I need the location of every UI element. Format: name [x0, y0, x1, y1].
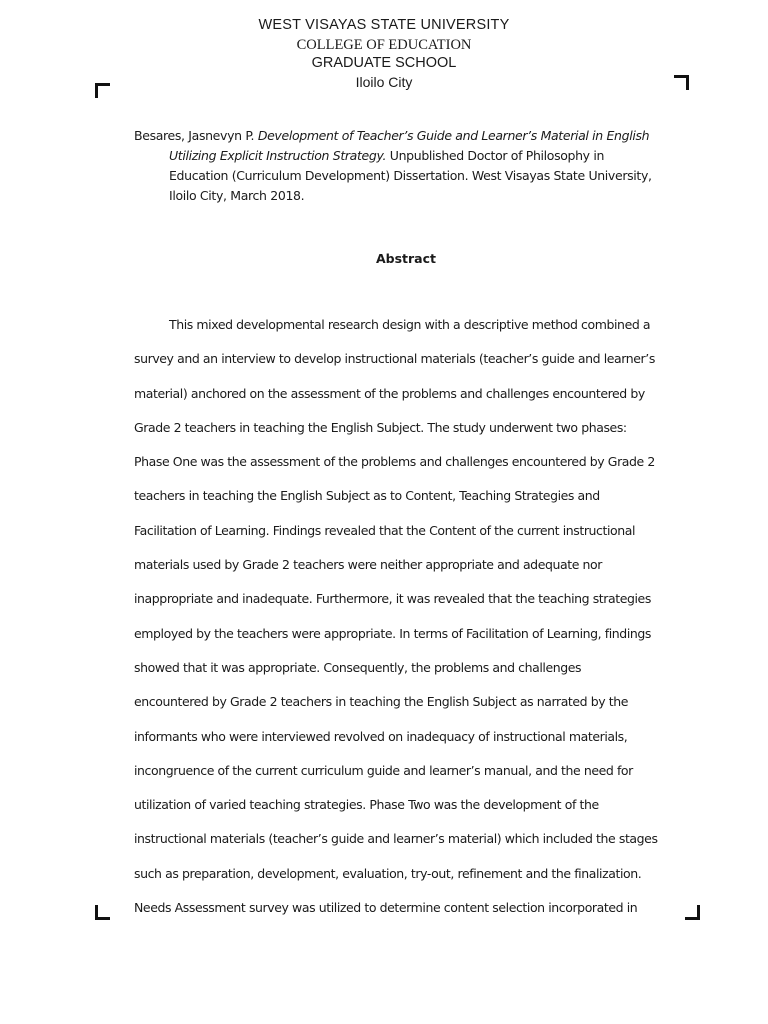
university-name: WEST VISAYAS STATE UNIVERSITY — [258, 17, 510, 33]
crop-mark-top-right-icon — [674, 75, 689, 90]
abstract-line: materials used by Grade 2 teachers were neither appropriate and adequate nor — [134, 557, 602, 573]
abstract-line: showed that it was appropriate. Consequently, the problems and challenges — [134, 659, 582, 675]
citation-title-part2: Utilizing Explicit Instruction Strategy. — [169, 148, 387, 163]
citation-line — [134, 126, 694, 146]
abstract-line: survey and an interview to develop instructional materials (teacher’s guide and learner’s — [134, 351, 655, 367]
college-name: COLLEGE OF EDUCATION — [296, 37, 472, 53]
abstract-line: Facilitation of Learning. Findings revealed that the Content of the current instructional — [134, 522, 636, 538]
abstract-line: encountered by Grade 2 teachers in teaching the English Subject as narrated by the — [134, 694, 629, 710]
citation — [134, 126, 694, 206]
city-name: Iloilo City — [355, 74, 413, 90]
school-name: GRADUATE SCHOOL — [311, 55, 457, 71]
crop-mark-top-left-icon — [95, 83, 110, 98]
abstract-line: employed by the teachers were appropriate. In terms of Facilitation of Learning, findings — [134, 625, 651, 641]
abstract-line: instructional materials (teacher’s guide and learner’s material) which included the stages — [134, 831, 658, 847]
abstract-line: Grade 2 teachers in teaching the English Subject. The study underwent two phases: — [134, 419, 627, 435]
abstract-line: such as preparation, development, evaluation, try-out, refinement and the finalization. — [134, 865, 642, 881]
abstract-line: utilization of varied teaching strategies. Phase Two was the development of the — [134, 797, 599, 813]
abstract-line: material) anchored on the assessment of the problems and challenges encountered by — [134, 385, 645, 401]
abstract-line: incongruence of the current curriculum guide and learner’s manual, and the need for — [134, 762, 633, 778]
abstract-line: This mixed developmental research design with a descriptive method combined a — [169, 317, 651, 332]
abstract-line: Phase One was the assessment of the problems and challenges encountered by Grade 2 — [134, 454, 655, 470]
crop-mark-bottom-left-icon — [95, 905, 110, 920]
abstract-line: inappropriate and inadequate. Furthermore, it was revealed that the teaching strategies — [134, 591, 651, 607]
abstract-heading: Abstract — [375, 251, 437, 266]
citation-line: Education (Curriculum Development) Dissertation. West Visayas State University, — [169, 168, 652, 183]
citation-title-part1: Development of Teacher’s Guide and Learner’s Material in English — [257, 128, 650, 143]
abstract-body — [134, 315, 694, 932]
citation-degree: Unpublished Doctor of Philosophy in — [386, 148, 605, 163]
citation-line: Iloilo City, March 2018. — [169, 188, 305, 203]
abstract-line: Needs Assessment survey was utilized to determine content selection incorporated in — [134, 900, 638, 916]
citation-line — [134, 146, 694, 166]
citation-author: Besares, Jasnevyn P. — [134, 128, 258, 143]
abstract-line: informants who were interviewed revolved on inadequacy of instructional materials, — [134, 728, 628, 744]
abstract-line: teachers in teaching the English Subject as to Content, Teaching Strategies and — [134, 488, 600, 504]
